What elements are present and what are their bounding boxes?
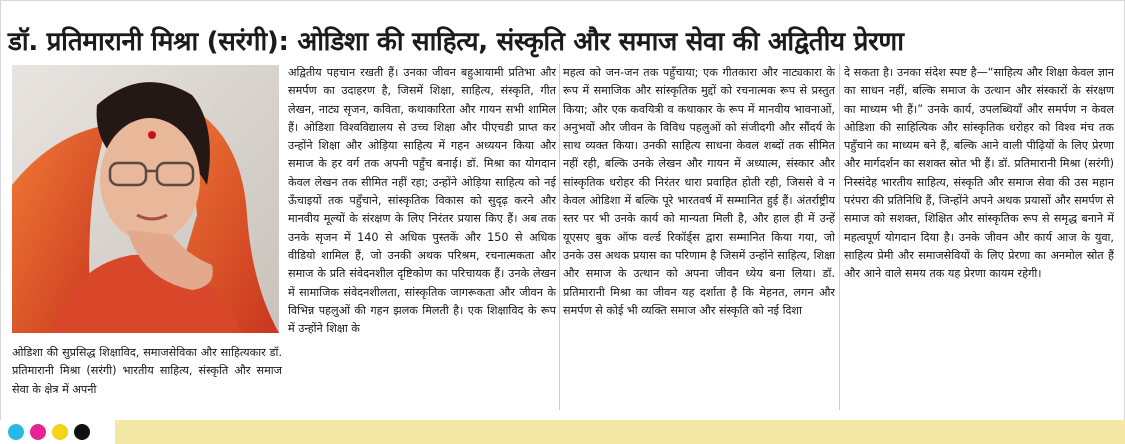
- magenta-dot-icon: [30, 424, 46, 440]
- column-divider: [839, 64, 840, 410]
- article-column-2: महत्व को जन-जन तक पहुँचाया; एक गीतकारा और नाट्यकारा के रूप में समाजिक और सांस्कृतिक मुद्दों को रचनात्मक रूप से प्रस्तुत किया; और एक कवयित्री व कथाकार के रूप में मानवीय भावनाओं, अनुभवों और जीवन के विविध पहलुओं को संजीदगी और सौंदर्य के साथ व्यक्त किया। उनकी साहित्य साधना केवल शब्दों तक सीमित नहीं रही, बल्कि उनके लेखन और गायन में अध्यात्म, संस्कार और सांस्कृतिक धरोहर की निरंतर धारा प्रवाहित होती रही, जिससे वे न केवल ओडिशा में बल्कि पूरे भारतवर्ष में सम्मानित हुई हैं। अंतर्राष्ट्रीय स्तर पर भी उनके कार्य को मान्यता मिली है, और हाल ही में उन्हें यूएसए बुक ऑफ वर्ल्ड रिकॉर्ड्स द्वारा सम्मानित किया गया, जो उनके उस अथक प्रयास का परिणाम है जिसमें उन्होंने साहित्य, शिक्षा और समाज के उत्थान को अपना जीवन ध्येय बना लिया। डॉ. प्रतिमारानी मिश्रा का जीवन यह दर्शाता है कि मेहनत, लगन और समर्पण से कोई भी व्यक्ति समाज और संस्कृति को नई दिशा: [563, 66, 835, 317]
- yellow-dot-icon: [52, 424, 68, 440]
- column-divider: [559, 64, 560, 410]
- article-column-3: दे सकता है। उनका संदेश स्पष्ट है—“साहित्य और शिक्षा केवल ज्ञान का साधन नहीं, बल्कि समाज के उत्थान और संस्कारों के संरक्षण का माध्यम भी हैं।” उनके कार्य, उपलब्धियाँ और समर्पण न केवल ओडिशा की साहित्यिक और सांस्कृतिक धरोहर को विश्व मंच तक पहुँचाने का माध्यम बने हैं, बल्कि आने वाली पीढ़ियों के लिए प्रेरणा और मार्गदर्शन का सशक्त स्रोत भी हैं। डॉ. प्रतिमारानी मिश्रा (सरंगी) निस्संदेह भारतीय साहित्य, संस्कृति और समाज सेवा की उस महान परंपरा की प्रतिनिधि हैं, जिन्होंने अपने अथक प्रयासों और समर्पण से समाज को सशक्त, शिक्षित और सांस्कृतिक रूप से समृद्ध बनाने में महत्वपूर्ण योगदान दिया है। उनके जीवन और कार्य आज के युवा, साहित्य प्रेमी और समाजसेवियों के लिए प्रेरणा का अनमोल स्रोत हैं और आने वाले समय तक यह प्रेरणा कायम रहेगी।: [844, 66, 1114, 281]
- photo-caption: ओडिशा की सुप्रसिद्ध शिक्षाविद, समाजसेविका और साहित्यकार डॉ. प्रतिमारानी मिश्रा (सरंगी) भारतीय साहित्य, संस्कृति और समाज सेवा के क्षेत्र में अपनी: [12, 346, 282, 396]
- portrait-photo: [12, 65, 279, 333]
- footer-bar: [0, 420, 1125, 444]
- headline: डॉ. प्रतिमारानी मिश्रा (सरंगी): ओडिशा की साहित्य, संस्कृति और समाज सेवा की अद्वितीय प्रेरणा: [8, 27, 904, 57]
- cyan-dot-icon: [8, 424, 24, 440]
- article-column-1: अद्वितीय पहचान रखती हैं। उनका जीवन बहुआयामी प्रतिभा और समर्पण का उदाहरण है, जिसमें शिक्षा, साहित्य, संस्कृति, गीत लेखन, नाट्य सृजन, कविता, कथाकारिता और गायन सभी शामिल हैं। ओडिशा विश्वविद्यालय से उच्च शिक्षा और पीएचडी प्राप्त कर उन्होंने शिक्षा और ओड़िया साहित्य में गहन अध्ययन किया और समाज के हर वर्ग तक अपनी पहुँच बनाई। डॉ. मिश्रा का योगदान केवल लेखन तक सीमित नहीं रहा; उन्होंने ओड़िया साहित्य को नई ऊँचाइयों तक पहुँचाने, सांस्कृतिक विकास को सुदृढ़ करने और मानवीय मूल्यों के संरक्षण के लिए निरंतर प्रयास किए हैं। अब तक उनके सृजन में 140 से अधिक पुस्तकें और 150 से अधिक वीडियो शामिल हैं, जो उनकी अथक परिश्रम, रचनात्मकता और समाज के प्रति संवेदनशील दृष्टिकोण का परिचायक हैं। उनके लेखन में सामाजिक संवेदनशीलता, सांस्कृतिक जागरूकता और जीवन के विभिन्न पहलुओं की गहन झलक मिलती है। एक शिक्षाविद के रूप में उन्होंने शिक्षा के: [288, 66, 556, 336]
- black-dot-icon: [74, 424, 90, 440]
